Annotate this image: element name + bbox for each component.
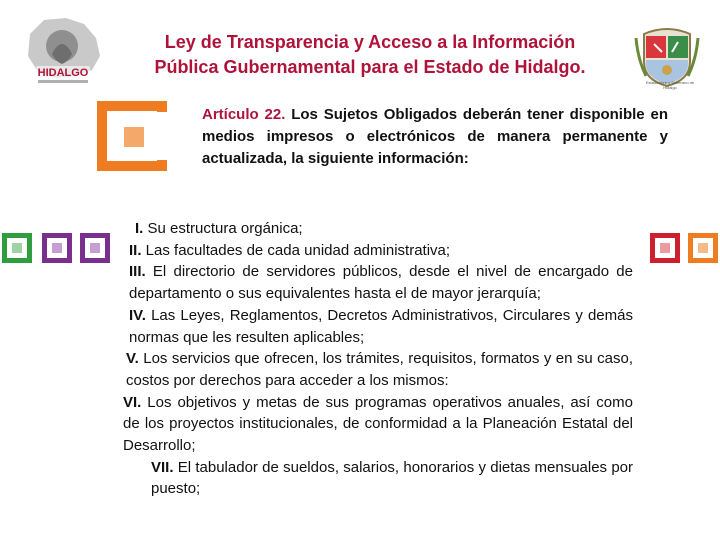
hidalgo-logo-text: HIDALGO (37, 67, 89, 79)
list-item: IV. Las Leyes, Reglamentos, Decretos Administrativos, Circulares y demás normas que les resulten aplicables; (129, 306, 633, 346)
page-title (120, 30, 620, 80)
article-number: Artículo 22. (202, 106, 286, 123)
title-line-2: Pública Gubernamental para el Estado de Hidalgo. (154, 57, 586, 77)
green-square-decoration (2, 233, 32, 263)
title-line-1: Ley de Transparencia y Acceso a la Información (164, 32, 576, 52)
orange-square-decoration (124, 127, 144, 147)
orange-frame-gap (157, 112, 169, 160)
list-item: III. El directorio de servidores públicos, desde el nivel de encargado de departamento o sus equivalentes hasta el de mayor jerarquía; (129, 263, 633, 303)
red-square-decoration (650, 233, 680, 263)
obligations-list (123, 218, 633, 500)
coat-of-arms-caption: Estado libre y Soberano de Hidalgo (645, 80, 695, 90)
list-item: VI. Los objetivos y metas de sus programas operativos anuales, así como de los proyectos institucionales, de conformidad a la Planeación Estatal del Desarrollo; (123, 393, 633, 455)
article-22-paragraph (202, 104, 668, 170)
list-item: II. Las facultades de cada unidad administrativa; (129, 241, 451, 259)
purple-square-decoration-2 (80, 233, 110, 263)
article-text: Los Sujetos Obligados deberán tener disponible en medios impresos o electrónicos de manera permanente y actualizada, la siguiente información: (202, 106, 668, 167)
purple-square-decoration (42, 233, 72, 263)
list-item: I. Su estructura orgánica; (135, 220, 303, 237)
list-item: V. Los servicios que ofrecen, los trámites, requisitos, formatos y en su caso, costos por derechos para acceder a los mismos: (126, 350, 633, 389)
list-item: VII. El tabulador de sueldos, salarios, honorarios y dietas mensuales por puesto; (151, 458, 633, 498)
orange-square-decoration-small (688, 233, 718, 263)
hidalgo-logo (22, 14, 104, 96)
